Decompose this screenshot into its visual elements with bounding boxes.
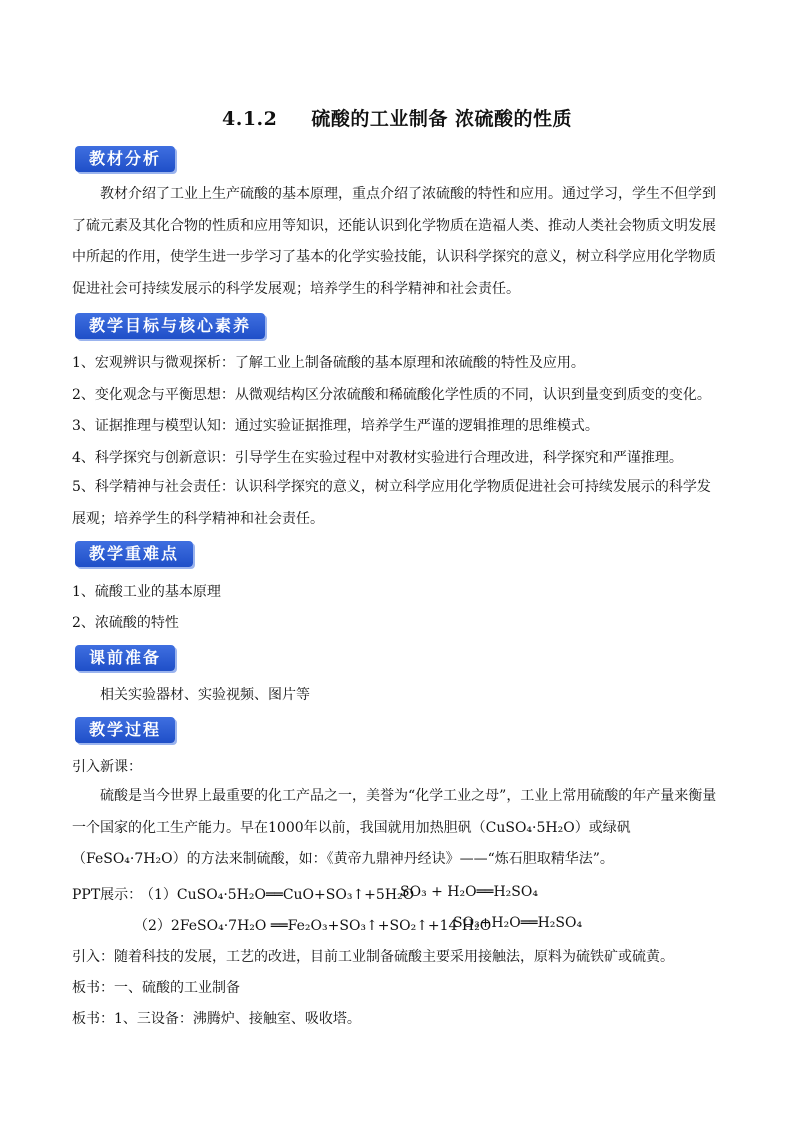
title-text: 硫酸的工业制备 浓硫酸的性质 <box>311 108 572 130</box>
key-point-item: 1、硫酸工业的基本原理 <box>72 584 221 600</box>
ppt-label: PPT展示： <box>72 887 143 903</box>
analysis-paragraph: 教材介绍了工业上生产硫酸的基本原理，重点介绍了浓硫酸的特性和应用。通过学习，学生不但学到了硫元素及其化合物的性质和应用等知识，还能认识到化学物质在造福人类、推动人类社会物质文明发展中所起的作用，使学生进一步学习了基本的化学实验技能，认识科学探究的意义，树立科学应用化学物质促进社会可持续发展示的科学发展观；培养学生的科学精神和社会责任。 <box>72 186 716 297</box>
section-heading-key-points: 教学重难点 <box>75 541 193 567</box>
goal-item: 1、宏观辨识与微观探析：了解工业上制备硫酸的基本原理和浓硫酸的特性及应用。 <box>72 355 585 371</box>
goal-item: 4、科学探究与创新意识：引导学生在实验过程中对教材实验进行合理改进，科学探究和严谨推理。 <box>72 450 683 466</box>
board-note-2: 板书：1、三设备：沸腾炉、接触室、吸收塔。 <box>72 1011 361 1027</box>
equation-1b: SO₃ + H₂O══H₂SO₄ <box>400 884 538 900</box>
section-heading-goals: 教学目标与核心素养 <box>75 313 265 339</box>
prep-text: 相关实验器材、实验视频、图片等 <box>100 687 310 703</box>
goal-item: 2、变化观念与平衡思想：从微观结构区分浓硫酸和稀硫酸化学性质的不同，认识到量变到质变的变化。 <box>72 387 711 403</box>
goal-item: 3、证据推理与模型认知：通过实验证据推理，培养学生严谨的逻辑推理的思维模式。 <box>72 418 599 434</box>
key-point-item: 2、浓硫酸的特性 <box>72 615 179 631</box>
intro-paragraph: 硫酸是当今世界上最重要的化工产品之一，美誉为“化学工业之母”，工业上常用硫酸的年产量来衡量一个国家的化工生产能力。早在1000年以前，我国就用加热胆矾（CuSO₄·5H₂O）或绿矾（FeSO₄·7H₂O）的方法来制硫酸，如：《黄帝九鼎神丹经诀》——“炼石胆取精华法”。 <box>72 788 717 867</box>
intro-label: 引入新课： <box>72 759 142 775</box>
page-title <box>0 104 794 131</box>
section-heading-process: 教学过程 <box>75 717 175 743</box>
equation-2: （2）2FeSO₄·7H₂O ══Fe₂O₃+SO₃↑+SO₂↑+14 H₂O <box>134 918 492 934</box>
section-heading-analysis: 教材分析 <box>75 146 175 172</box>
section-number: 4.1.2 <box>221 108 278 130</box>
lead-text: 引入：随着科技的发展，工艺的改进，目前工业制备硫酸主要采用接触法，原料为硫铁矿或硫黄。 <box>72 949 674 965</box>
section-heading-prep: 课前准备 <box>75 645 175 671</box>
goal-item: 5、科学精神与社会责任：认识科学探究的意义，树立科学应用化学物质促进社会可持续发展示的科学发展观；培养学生的科学精神和社会责任。 <box>72 479 711 527</box>
equation-2b: SO₃+H₂O══H₂SO₄ <box>453 915 583 931</box>
equation-1: （1）CuSO₄·5H₂O══CuO+SO₃↑+5H₂O <box>140 887 415 903</box>
board-note-1: 板书：一、硫酸的工业制备 <box>72 980 240 996</box>
